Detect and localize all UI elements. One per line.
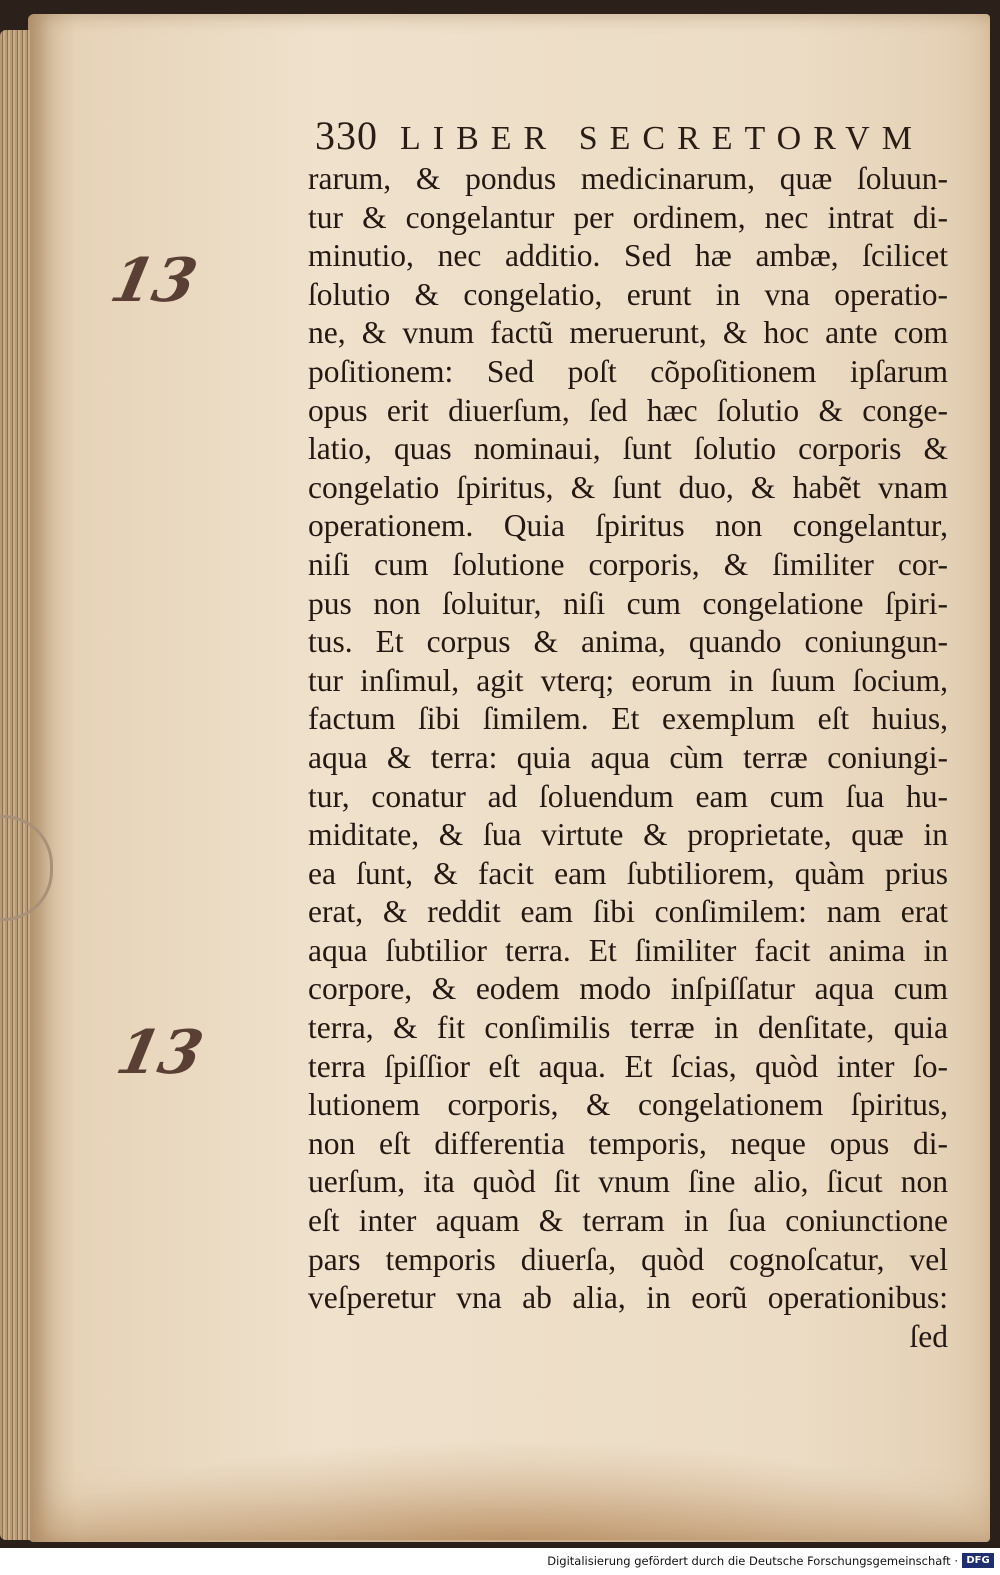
text-line: congelatio ſpiritus, & ſunt duo, & habẽt vnam [308,469,948,505]
text-line: aqua ſubtilior terra. Et ſimiliter facit anima in [308,932,948,968]
water-stain [28,1440,990,1540]
text-line: factum ſibi ſimilem. Et exemplum eſt huius, [308,701,948,737]
footer-bar [0,1548,1000,1575]
text-line: erat, & reddit eam ſibi conſimilem: nam erat [308,894,948,930]
text-line: tur & congelantur per ordinem, nec intrat di- [308,199,948,235]
running-title: LIBER SECRETORVM [400,120,924,157]
text-line: eſt inter aquam & terram in ſua coniunctione [308,1203,948,1239]
text-line: operationem. Quia ſpiritus non congelantur, [308,508,948,544]
text-line: pus non ſoluitur, niſi cum congelatione ſpiri- [308,585,948,621]
text-line: corpore, & eodem modo inſpiſſatur aqua cum [308,971,948,1007]
text-line: ne, & vnum factũ meruerunt, & hoc ante com [308,315,948,351]
text-line: poſitionem: Sed poſt cõpoſitionem ipſarum [308,353,948,389]
body-text [308,160,948,1356]
text-line: niſi cum ſolutione corporis, & ſimiliter cor- [308,546,948,582]
dfg-logo: DFG [962,1553,994,1568]
text-line: terra, & fit conſimilis terræ in denſitate, quia [308,1010,948,1046]
text-line: aqua & terra: quia aqua cùm terræ coniungi- [308,739,948,775]
text-line: tur inſimul, agit vterq; eorum in ſuum ſocium, [308,662,948,698]
text-line: tus. Et corpus & anima, quando coniungun- [308,624,948,660]
text-line: uerſum, ita quòd ſit vnum ſine alio, ſicut non [308,1164,948,1200]
margin-note: 13 [110,1018,209,1088]
margin-note: 13 [104,246,203,316]
text-line: pars temporis diuerſa, quòd cognoſcatur, vel [308,1241,948,1277]
page-edges [0,30,30,1540]
text-line: terra ſpiſſior eſt aqua. Et ſcias, quòd inter ſo- [308,1048,948,1084]
running-header [315,112,955,162]
text-line: rarum, & pondus medicinarum, quæ ſoluun- [308,161,948,196]
text-line: minutio, nec additio. Sed hæ ambæ, ſcilicet [308,238,948,274]
folio-number: 330 [315,113,378,158]
text-line: ſolutio & congelatio, erunt in vna operatio- [308,276,948,312]
text-line: ea ſunt, & facit eam ſubtiliorem, quàm prius [308,855,948,891]
text-line: opus erit diuerſum, ſed hæc ſolutio & conge- [308,392,948,428]
catchword: ſed [909,1318,948,1354]
funding-credit: Digitalisierung gefördert durch die Deutsche Forschungsgemeinschaft · [547,1554,958,1568]
text-line: miditate, & ſua virtute & proprietate, quæ in [308,817,948,853]
text-line: veſperetur vna ab alia, in eorũ operationibus: [308,1280,948,1316]
text-line: latio, quas nominaui, ſunt ſolutio corporis & [308,431,948,467]
text-line: non eſt differentia temporis, neque opus di- [308,1125,948,1161]
text-line: tur, conatur ad ſoluendum eam cum ſua hu- [308,778,948,814]
text-line: lutionem corporis, & congelationem ſpiritus, [308,1087,948,1123]
